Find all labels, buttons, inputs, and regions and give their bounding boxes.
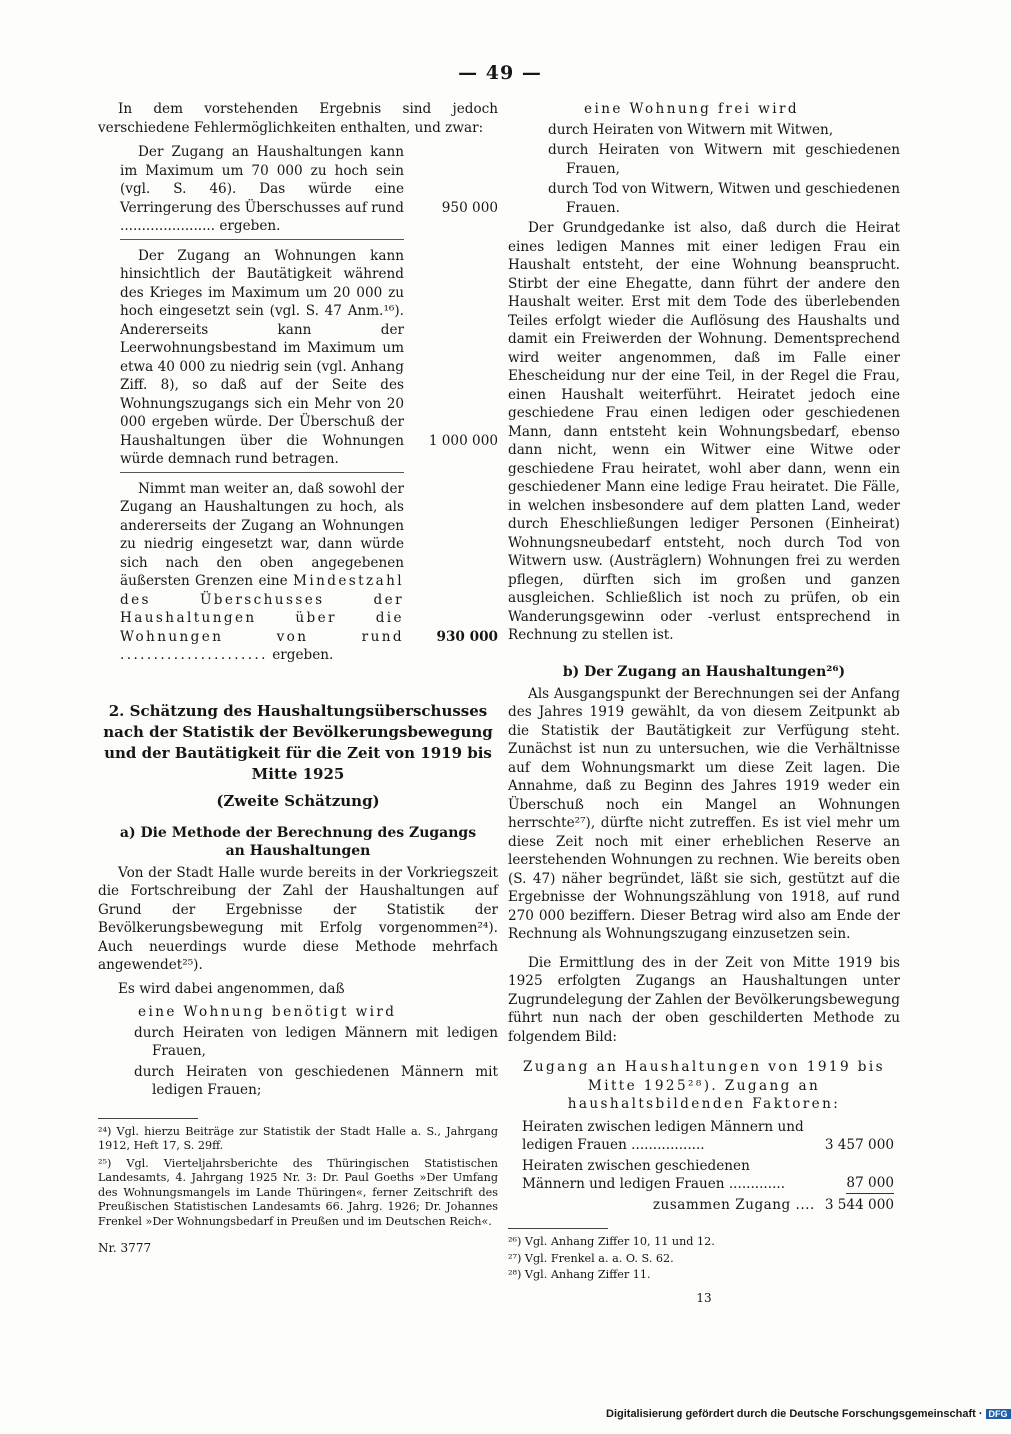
table-row-label: Heiraten zwischen ledigen Männern und ledigen Frauen ................. <box>522 1118 804 1153</box>
footnote-25: ²⁵) Vgl. Vierteljahrsberichte des Thüringischen Statistischen Landesamts, 4. Jahrgang 1925 Nr. 3: Dr. Paul Goeths »Der Umfang des Wohnungsmangels im Lande Thüringen«, ferner Zeitschrift des Preußischen Statistischen Landesamts 66. Jahrg. 1926; Dr. Johannes Frenkel »Der Wohnungsbedarf in Preußen und im Deutschen Reich«. <box>98 1156 498 1228</box>
paragraph-method: Von der Stadt Halle wurde bereits in der Vorkriegszeit die Fortschreibung der Zahl der Haushaltungen auf Grund der Ergebnisse der Statistik der Bevölkerungsbewegung mit Erfolg vorgenommen²⁴). Auch neuerdings wurde diese Methode mehrfach angewendet²⁵). <box>98 864 498 973</box>
table-total-value: 3 544 000 <box>824 1196 894 1213</box>
table-row-value: 87 000 <box>846 1174 894 1194</box>
subsection-b-title: b) Der Zugang an Haushaltungen²⁶) <box>562 663 846 680</box>
calc3-value: 930 000 <box>436 629 498 645</box>
paragraph-principle: Der Grundgedanke ist also, daß durch die Heirat eines ledigen Mannes mit einer ledigen Frau ein Haushalt entsteht, der eine Wohnung beansprucht. Stirbt der eine Ehegatte, dann führt der andere den Haushalt weiter. Erst mit dem Tode des überlebenden Teiles erfolgt wieder die Auflösung des Haushalts und damit ein Freiwerden der Wohnung. Dementsprechend wird weiter angenommen, daß im Falle einer Ehescheidung nur der eine Teil, in der Regel die Frau, einen Haushalt weiterführt. Heiratet jedoch eine geschiedene Frau einen ledigen oder geschiedenen Mann, dann entsteht kein Wohnungsbedarf, ebenso dann nicht, wenn ein Witwer eine Witwe oder geschiedene Frau heiratet, wohl aber dann, wenn ein geschiedener Mann eine ledige Frau heiratet. Die Fälle, in welchen insbesondere auf dem platten Land, weder durch Eheschließungen lediger Personen (Einheirat) Wohnungsneubedarf entsteht, noch durch Tod von Witwern usw. (Austräglern) Wohnungen frei zu werden pflegen, dürften sich im großen und ganzen ausgleichen. Schließlich ist noch zu prüfen, ob ein Wanderungsgewinn oder -verlust entsprechend in Rechnung zu stellen ist. <box>508 220 900 643</box>
calc-row-2 <box>120 247 498 469</box>
section-2-subtitle: (Zweite Schätzung) <box>216 791 380 810</box>
calc2-value: 1 000 000 <box>428 433 498 449</box>
calc3-text-c: ergeben. <box>272 647 334 663</box>
needs-item-2: durch Heiraten von geschiedenen Männern mit ledigen Frauen; <box>134 1063 498 1098</box>
label-frees-dwelling: eine Wohnung frei wird <box>584 101 800 117</box>
table-row <box>522 1118 894 1155</box>
footnote-rule <box>98 1118 198 1119</box>
dfg-logo: DFG <box>986 1409 1011 1419</box>
frees-item-1: durch Heiraten von Witwern mit Witwen, <box>548 121 834 138</box>
paragraph-starting-point: Als Ausgangspunkt der Berechnungen sei der Anfang des Jahres 1919 gewählt, da von diesem Zeitpunkt ab die Statistik der Bautätigkeit zur Verfügung steht. Zunächst ist nun zu untersuchen, wie die Verhältnisse auf dem Wohnungsmarkt um diese Zeit lagen. Die Annahme, daß zu Beginn des Jahres 1919 weder ein Überschuß noch ein Mangel an Wohnungen herrschte²⁷), dürfte nicht zutreffen. Es ist viel mehr um diese Zeit noch mit einer erheblichen Reserve an leerstehenden Wohnungen zu rechnen. Wie bereits oben (S. 47) näher begründet, läßt sie sich, gestützt auf die Ergebnisse der Wohnungszählung von 1918, auf rund 270 000 beziffern. Dieser Betrag wird also am Ende der Rechnung als Wohnungszugang einzusetzen sein. <box>508 685 900 942</box>
intro-paragraph: In dem vorstehenden Ergebnis sind jedoch verschiedene Fehlermöglichkeiten enthalten, und zwar: <box>98 101 498 136</box>
left-column <box>98 100 498 1258</box>
calc-row-3 <box>120 480 498 665</box>
dfg-credit-line <box>606 1408 1011 1420</box>
needs-item-1: durch Heiraten von ledigen Männern mit ledigen Frauen, <box>134 1024 498 1059</box>
subsection-a-title: a) Die Methode der Berechnung des Zugangs an Haushaltungen <box>119 824 477 859</box>
calc-row-1 <box>120 143 498 236</box>
household-table <box>522 1118 894 1215</box>
table-row-value: 3 457 000 <box>824 1137 894 1153</box>
footnote-27: ²⁷) Vgl. Frenkel a. a. O. S. 62. <box>508 1251 674 1265</box>
table-row <box>522 1157 894 1194</box>
credit-text: Digitalisierung gefördert durch die Deutsche Forschungsgemeinschaft · <box>606 1408 983 1420</box>
table-heading: Zugang an Haushaltungen von 1919 bis Mitte 1925²⁸). Zugang an haushaltsbildenden Faktoren: <box>523 1059 885 1112</box>
table-total-label: zusammen Zugang .... <box>652 1196 815 1213</box>
table-total-row <box>522 1196 894 1215</box>
calculation-block <box>120 143 498 665</box>
calc1-value: 950 000 <box>441 200 498 216</box>
footnote-28: ²⁸) Vgl. Anhang Ziffer 11. <box>508 1268 651 1281</box>
page-number: — 49 — <box>458 62 542 84</box>
print-number: Nr. 3777 <box>98 1241 152 1255</box>
paragraph-assumption: Es wird dabei angenommen, daß <box>118 980 345 997</box>
label-needs-dwelling: eine Wohnung benötigt wird <box>138 1004 397 1020</box>
calc2-text: Der Zugang an Wohnungen kann hinsichtlich der Bautätigkeit während des Krieges im Maximum um 20 000 zu hoch eingesetzt sein (vgl. S. 47 Anm.¹⁶). Andererseits kann der Leerwohnungsbestand im Maximum um etwa 40 000 zu niedrig sein (vgl. Anhang Ziff. 8), so daß auf der Seite des Wohnungszugangs sich ein Mehr von 20 000 ergeben würde. Der Überschuß der Haushaltungen über die Wohnungen würde demnach rund betragen. <box>120 247 404 467</box>
frees-item-3: durch Tod von Witwern, Witwen und geschiedenen Frauen. <box>548 181 900 216</box>
right-column <box>508 100 900 1307</box>
table-row-label: Heiraten zwischen geschiedenen Männern und ledigen Frauen ............. <box>522 1157 786 1192</box>
section-2-title: 2. Schätzung des Haushaltungsüberschusses nach der Statistik der Bevölkerungsbewegung und der Bautätigkeit für die Zeit von 1919 bis Mitte 1925 <box>103 701 493 783</box>
footnote-26: ²⁶) Vgl. Anhang Ziffer 10, 11 und 12. <box>508 1235 715 1248</box>
sheet-number: 13 <box>696 1290 712 1305</box>
footnote-24: ²⁴) Vgl. hierzu Beiträge zur Statistik der Stadt Halle a. S., Jahrgang 1912, Heft 17, S. 29ff. <box>98 1124 498 1152</box>
paragraph-determination: Die Ermittlung des in der Zeit von Mitte 1919 bis 1925 erfolgten Zugangs an Haushaltungen unter Zugrundelegung der Zahlen der Bevölkerungsbewegung führt nun nach der oben geschilderten Methode zu folgendem Bild: <box>508 954 900 1045</box>
footnote-rule <box>508 1228 608 1229</box>
calc3-text-a: Nimmt man weiter an, daß sowohl der Zugang an Haushaltungen zu hoch, als andererseits der Zugang an Wohnungen zu niedrig eingesetzt war, dann würde sich nach den oben angegebenen äußersten Grenzen eine <box>120 480 404 589</box>
calc-separator <box>120 239 404 240</box>
frees-item-2: durch Heiraten von Witwern mit geschiedenen Frauen, <box>548 142 900 177</box>
calc-separator <box>120 472 404 473</box>
calc3-text-b: Mindestzahl des Überschusses der Haushaltungen über die Wohnungen von rund ...................... <box>120 573 404 663</box>
calc1-text: Der Zugang an Haushaltungen kann im Maximum um 70 000 zu hoch sein (vgl. S. 46). Das würde eine Verringerung des Überschusses auf rund ...................... ergeben. <box>120 144 404 234</box>
